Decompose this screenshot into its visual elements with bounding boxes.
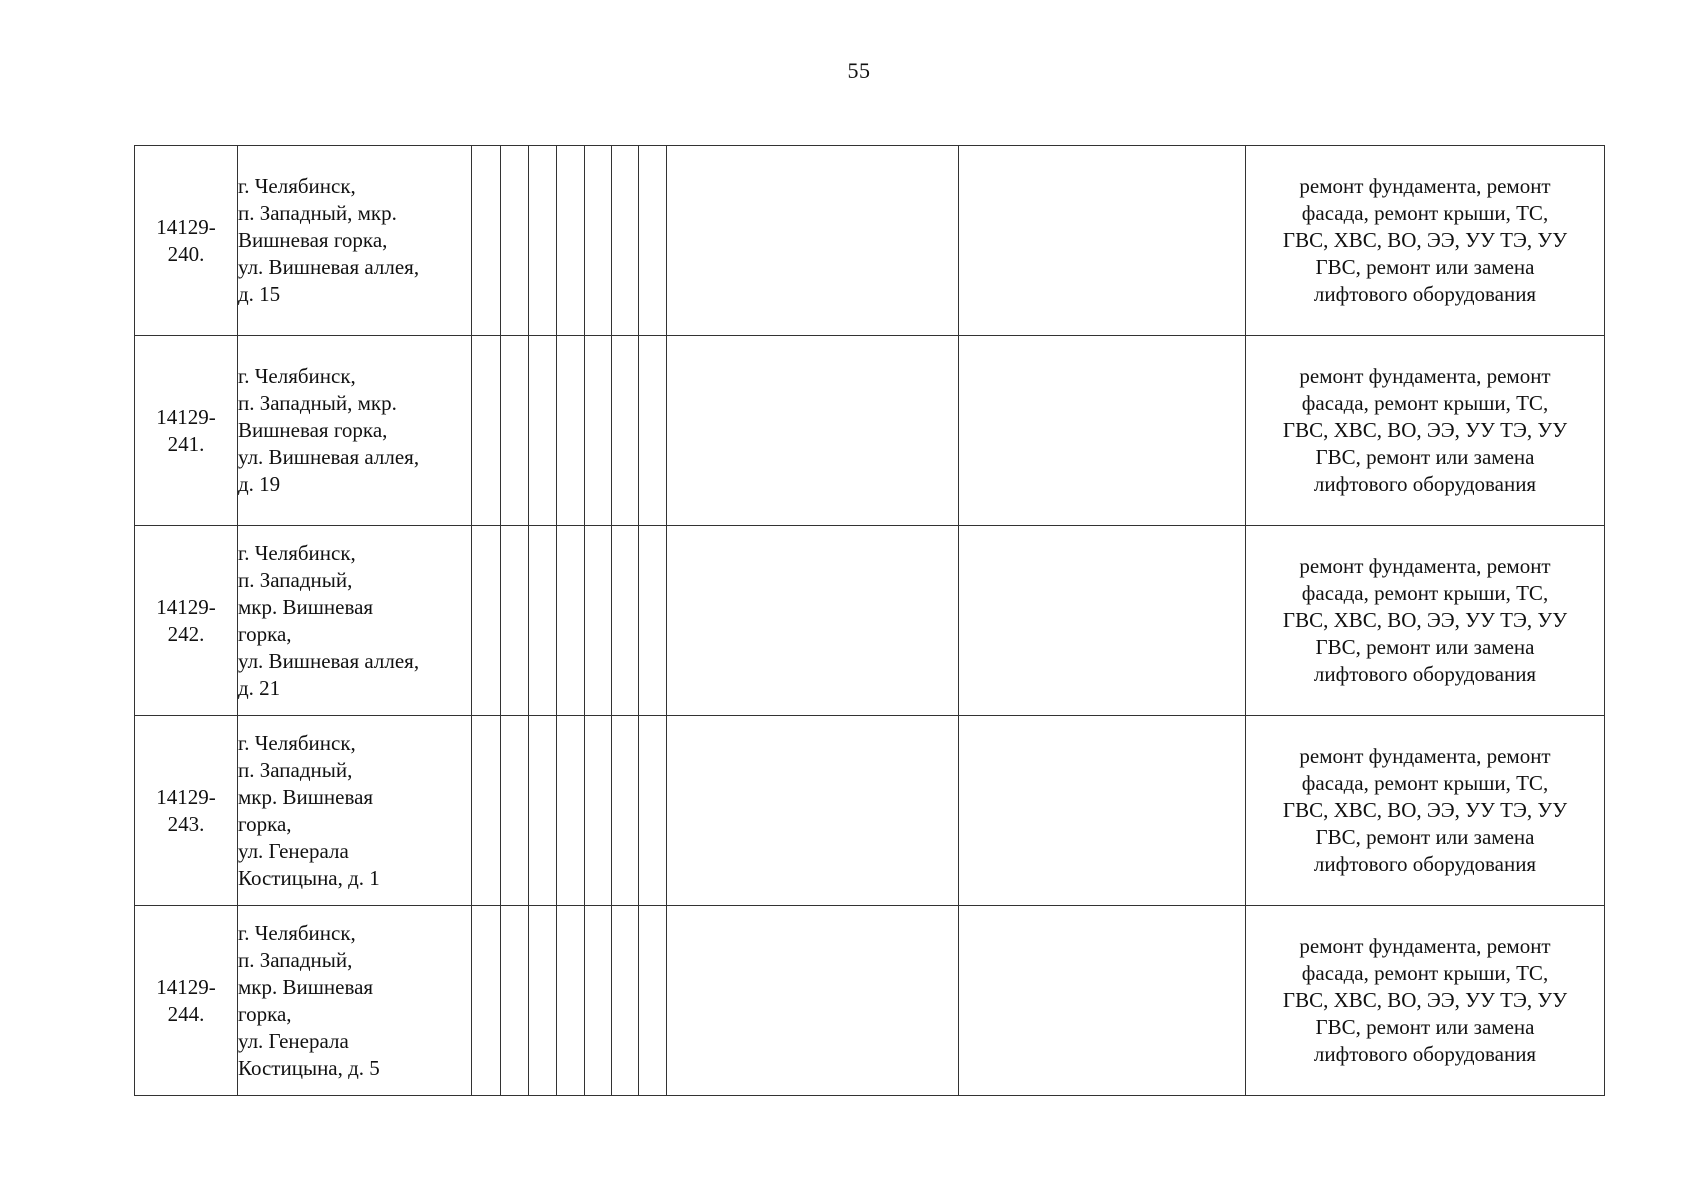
empty-cell [529,526,557,716]
address-line: г. Челябинск, [238,730,356,755]
row-number-line: 243. [167,811,205,836]
address-line: Вишневая горка, [238,228,388,252]
empty-cell [612,906,639,1096]
empty-cell [667,336,959,526]
address-line: п. Западный, мкр. [238,201,397,225]
row-number-line: 244. [167,1001,205,1026]
address-line: Вишневая горка, [238,418,388,442]
works-line: фасада, ремонт крыши, ТС, [1301,771,1549,795]
row-number-cell [135,716,238,906]
address-line: мкр. Вишневая [238,974,374,999]
empty-cell [472,526,501,716]
address-line: г. Челябинск, [238,174,356,198]
empty-cell [557,906,585,1096]
works-cell [1246,336,1605,526]
address-line: п. Западный, [238,947,353,972]
address-line: п. Западный, [238,567,353,592]
address-line: Костицына, д. 5 [238,1055,380,1080]
works-line: ремонт фундамента, ремонт [1299,364,1551,388]
address-line: п. Западный, мкр. [238,391,397,415]
address-cell [238,526,472,716]
empty-cell [557,526,585,716]
empty-cell [667,716,959,906]
table-row [135,526,1605,716]
works-line: лифтового оборудования [1313,1042,1537,1066]
address-line: мкр. Вишневая [238,594,374,619]
works-line: ГВС, ХВС, ВО, ЭЭ, УУ ТЭ, УУ [1282,608,1568,632]
works-line: ГВС, ХВС, ВО, ЭЭ, УУ ТЭ, УУ [1282,988,1568,1012]
empty-cell [639,906,667,1096]
works-line: ГВС, ремонт или замена [1315,445,1535,469]
row-number-cell [135,336,238,526]
row-number-line: 14129- [156,404,216,429]
works-line: фасада, ремонт крыши, ТС, [1301,391,1549,415]
works-cell [1246,526,1605,716]
empty-cell [959,906,1246,1096]
works-cell [1246,146,1605,336]
address-line: г. Челябинск, [238,920,356,945]
empty-cell [557,716,585,906]
empty-cell [472,906,501,1096]
table-row [135,336,1605,526]
empty-cell [529,336,557,526]
works-line: ремонт фундамента, ремонт [1299,934,1551,958]
works-line: лифтового оборудования [1313,282,1537,306]
empty-cell [557,146,585,336]
address-line: ул. Вишневая аллея, [238,445,420,469]
row-number-cell [135,526,238,716]
address-cell [238,716,472,906]
empty-cell [557,336,585,526]
address-line: ул. Вишневая аллея, [238,255,420,279]
works-line: фасада, ремонт крыши, ТС, [1301,961,1549,985]
empty-cell [529,906,557,1096]
works-cell [1246,716,1605,906]
empty-cell [585,146,612,336]
empty-cell [959,526,1246,716]
address-cell [238,336,472,526]
works-line: ГВС, ремонт или замена [1315,1015,1535,1039]
works-line: ремонт фундамента, ремонт [1299,744,1551,768]
works-line: ГВС, ремонт или замена [1315,825,1535,849]
registry-table [134,145,1605,1096]
empty-cell [639,146,667,336]
works-line: ГВС, ХВС, ВО, ЭЭ, УУ ТЭ, УУ [1282,228,1568,252]
row-number-line: 240. [167,241,205,266]
row-number-line: 241. [167,431,205,456]
empty-cell [639,526,667,716]
table-row [135,906,1605,1096]
works-line: лифтового оборудования [1313,472,1537,496]
empty-cell [667,526,959,716]
address-line: ул. Вишневая аллея, [238,648,420,673]
empty-cell [959,716,1246,906]
row-number-cell [135,146,238,336]
address-line: горка, [238,811,292,836]
empty-cell [585,906,612,1096]
table-row [135,146,1605,336]
address-line: ул. Генерала [238,838,349,863]
address-line: горка, [238,621,292,646]
empty-cell [612,336,639,526]
empty-cell [585,526,612,716]
empty-cell [501,146,529,336]
address-line: д. 15 [238,282,281,306]
address-cell [238,146,472,336]
works-cell [1246,906,1605,1096]
works-line: ремонт фундамента, ремонт [1299,174,1551,198]
registry-body [135,146,1605,1096]
empty-cell [472,716,501,906]
empty-cell [529,146,557,336]
empty-cell [667,906,959,1096]
empty-cell [639,336,667,526]
empty-cell [959,146,1246,336]
page-number: 55 [847,58,871,83]
address-line: горка, [238,1001,292,1026]
table-row [135,716,1605,906]
works-line: лифтового оборудования [1313,662,1537,686]
address-line: г. Челябинск, [238,540,356,565]
address-cell [238,906,472,1096]
address-line: ул. Генерала [238,1028,349,1053]
empty-cell [529,716,557,906]
row-number-line: 242. [167,621,205,646]
empty-cell [501,336,529,526]
works-line: ГВС, ремонт или замена [1315,635,1535,659]
row-number-cell [135,906,238,1096]
empty-cell [667,146,959,336]
empty-cell [639,716,667,906]
empty-cell [501,526,529,716]
empty-cell [501,716,529,906]
works-line: ГВС, ХВС, ВО, ЭЭ, УУ ТЭ, УУ [1282,798,1568,822]
works-line: ГВС, ремонт или замена [1315,255,1535,279]
empty-cell [612,716,639,906]
works-line: ГВС, ХВС, ВО, ЭЭ, УУ ТЭ, УУ [1282,418,1568,442]
empty-cell [472,146,501,336]
empty-cell [472,336,501,526]
address-line: д. 19 [238,472,281,496]
empty-cell [585,716,612,906]
row-number-line: 14129- [156,784,216,809]
address-line: Костицына, д. 1 [238,865,380,890]
works-line: лифтового оборудования [1313,852,1537,876]
row-number-line: 14129- [156,594,216,619]
row-number-line: 14129- [156,214,216,239]
works-line: фасада, ремонт крыши, ТС, [1301,581,1549,605]
empty-cell [585,336,612,526]
empty-cell [612,526,639,716]
empty-cell [959,336,1246,526]
works-line: ремонт фундамента, ремонт [1299,554,1551,578]
address-line: п. Западный, [238,757,353,782]
address-line: г. Челябинск, [238,364,356,388]
empty-cell [612,146,639,336]
works-line: фасада, ремонт крыши, ТС, [1301,201,1549,225]
empty-cell [501,906,529,1096]
address-line: мкр. Вишневая [238,784,374,809]
address-line: д. 21 [238,675,281,700]
row-number-line: 14129- [156,974,216,999]
